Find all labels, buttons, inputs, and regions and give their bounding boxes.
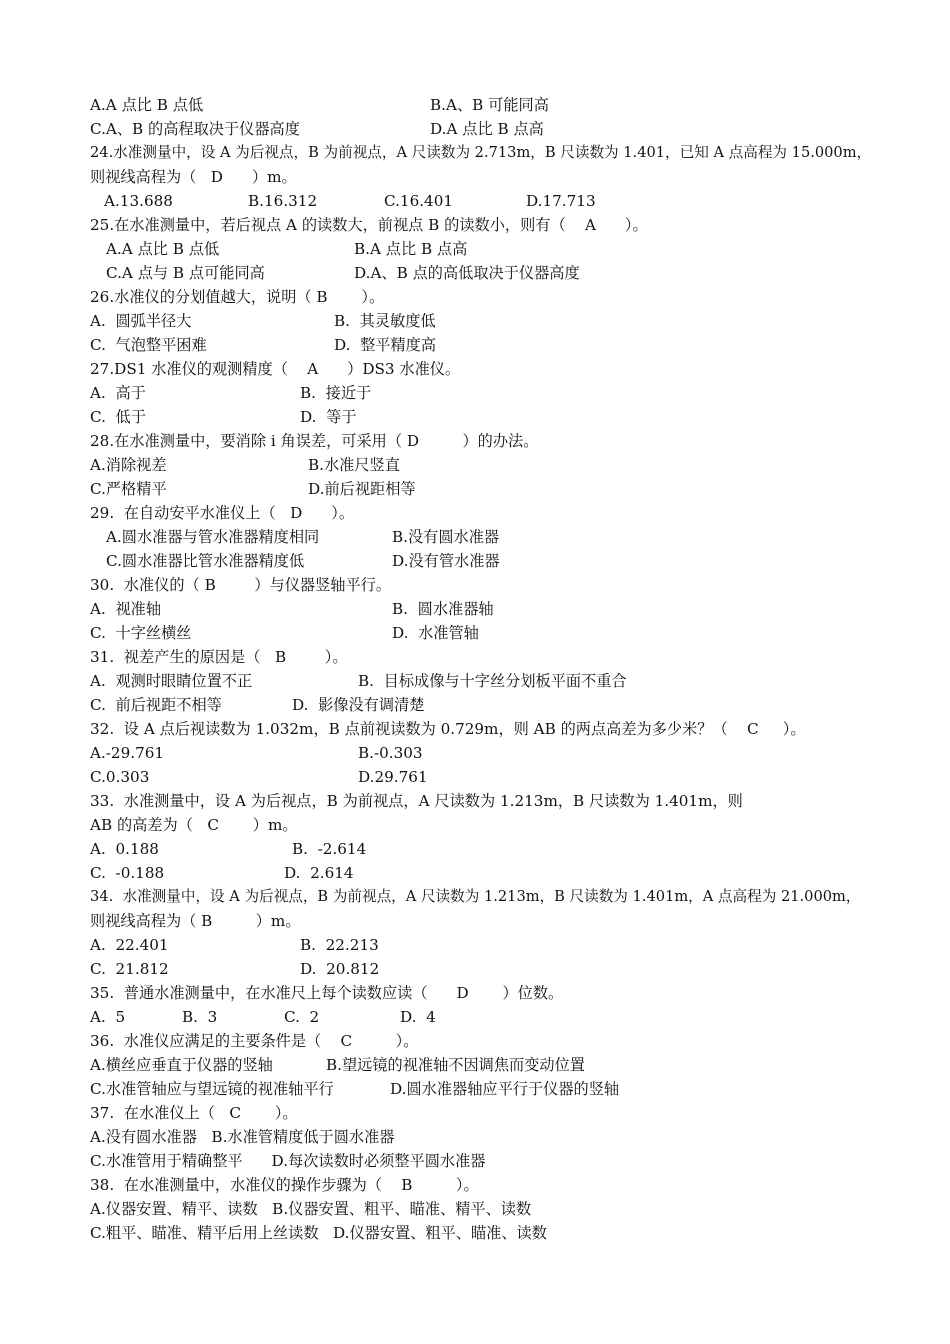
option-line: B. 圆水准器轴: [392, 600, 494, 618]
option-line: C. 低于: [90, 408, 146, 426]
option-line: C.水准管轴应与望远镜的视准轴平行: [90, 1080, 334, 1098]
question-35: 35. 普通水准测量中，在水准尺上每个读数应读（ D ）位数。: [90, 984, 564, 1002]
question-29: 29. 在自动安平水准仪上（ D ）。: [90, 504, 355, 522]
question-30: 30. 水准仪的（ B ）与仪器竖轴平行。: [90, 576, 392, 594]
option-line: A. 22.401: [90, 936, 169, 954]
question-28: 28.在水准测量中，要消除 i 角误差，可采用（ D ）的办法。: [90, 432, 539, 450]
question-34: 34. 水准测量中，设 A 为后视点，B 为前视点，A 尺读数为 1.213m，B 尺读数为 1.401m，A 点高程为 21.000m，: [90, 888, 861, 905]
option-line: A.A 点比 B 点低: [106, 240, 220, 258]
option-line: A.横丝应垂直于仪器的竖轴: [90, 1056, 273, 1074]
option-line: D.没有管水准器: [392, 552, 500, 570]
option-line: D.A、B 点的高低取决于仪器高度: [354, 264, 580, 282]
option-line: C.A 点与 B 点可能同高: [106, 264, 265, 282]
option-line: C.圆水准器比管水准器精度低: [106, 552, 305, 570]
option-line: A. 高于: [90, 384, 146, 402]
option-line: D.17.713: [526, 192, 596, 210]
option-line: B.A、B 可能同高: [430, 96, 549, 114]
question-26: 26.水准仪的分划值越大，说明（ B ）。: [90, 288, 385, 306]
option-line: B. 接近于: [300, 384, 372, 402]
option-line: B.水准尺竖直: [308, 456, 400, 474]
option-line: A. 观测时眼睛位置不正: [90, 672, 253, 690]
option-line: A. 视准轴: [90, 600, 162, 618]
option-line: C. 十字丝横丝: [90, 624, 192, 642]
option-line: B. 目标成像与十字丝分划板平面不重合: [358, 672, 627, 690]
option-line: B.望远镜的视准轴不因调焦而变动位置: [326, 1056, 585, 1074]
option-line: A.-29.761: [90, 744, 165, 762]
option-line: C.16.401: [384, 192, 454, 210]
option-line: D.29.761: [358, 768, 428, 786]
option-line: C. 前后视距不相等: [90, 696, 222, 714]
option-line: D. 影像没有调清楚: [292, 696, 425, 714]
question-31: 31. 视差产生的原因是（ B ）。: [90, 648, 348, 666]
option-line: C. 2: [284, 1008, 320, 1026]
option-line: B. -2.614: [292, 840, 367, 858]
option-line: A. 圆弧半径大: [90, 312, 192, 330]
option-line: D.A 点比 B 点高: [430, 120, 544, 138]
option-line: D. 等于: [300, 408, 357, 426]
option-line: C.水准管用于精确整平 D.每次读数时必须整平圆水准器: [90, 1152, 486, 1170]
question-34-cont: 则视线高程为（ B ）m。: [90, 912, 301, 930]
option-line: C. 气泡整平困难: [90, 336, 207, 354]
question-38: 38. 在水准测量中，水准仪的操作步骤为（ B ）。: [90, 1176, 479, 1194]
option-line: D. 水准管轴: [392, 624, 479, 642]
option-line: D.圆水准器轴应平行于仪器的竖轴: [390, 1080, 620, 1098]
option-line: B.16.312: [248, 192, 318, 210]
option-line: B. 22.213: [300, 936, 379, 954]
option-line: D.前后视距相等: [308, 480, 416, 498]
option-line: C. -0.188: [90, 864, 165, 882]
option-line: C.0.303: [90, 768, 150, 786]
option-line: B. 3: [182, 1008, 218, 1026]
option-line: A.13.688: [104, 192, 173, 210]
question-27: 27.DS1 水准仪的观测精度（ A ）DS3 水准仪。: [90, 360, 461, 378]
option-line: D. 整平精度高: [334, 336, 437, 354]
question-24-cont: 则视线高程为（ D ）m。: [90, 168, 297, 186]
option-line: D. 4: [400, 1008, 436, 1026]
question-37: 37. 在水准仪上（ C ）。: [90, 1104, 298, 1122]
option-line: C.严格精平: [90, 480, 167, 498]
option-line: A. 5: [90, 1008, 126, 1026]
option-line: A.消除视差: [90, 456, 167, 474]
question-33-cont: AB 的高差为（ C ）m。: [90, 816, 298, 834]
option-line: C. 21.812: [90, 960, 169, 978]
option-line: D. 2.614: [284, 864, 354, 882]
option-line: A. 0.188: [90, 840, 159, 858]
option-line: C.粗平、瞄准、精平后用上丝读数 D.仪器安置、粗平、瞄准、读数: [90, 1224, 547, 1242]
option-line: A.仪器安置、精平、读数 B.仪器安置、粗平、瞄准、精平、读数: [90, 1200, 532, 1218]
option-line: B.没有圆水准器: [392, 528, 500, 546]
question-36: 36. 水准仪应满足的主要条件是（ C ）。: [90, 1032, 419, 1050]
option-line: B.A 点比 B 点高: [354, 240, 468, 258]
option-line: D. 20.812: [300, 960, 380, 978]
question-24: 24.水准测量中，设 A 为后视点，B 为前视点，A 尺读数为 2.713m，B 尺读数为 1.401，已知 A 点高程为 15.000m，: [90, 144, 872, 161]
option-line: C.A、B 的高程取决于仪器高度: [90, 120, 300, 138]
option-line: B.-0.303: [358, 744, 423, 762]
option-line: A.圆水准器与管水准器精度相同: [106, 528, 320, 546]
question-25: 25.在水准测量中，若后视点 A 的读数大，前视点 B 的读数小，则有（ A ）。: [90, 216, 648, 234]
option-line: B. 其灵敏度低: [334, 312, 436, 330]
question-32: 32. 设 A 点后视读数为 1.032m，B 点前视读数为 0.729m，则 AB 的两点高差为多少米？（ C ）。: [90, 720, 806, 738]
option-line: A.A 点比 B 点低: [90, 96, 204, 114]
option-line: A.没有圆水准器 B.水准管精度低于圆水准器: [90, 1128, 395, 1146]
question-33: 33. 水准测量中，设 A 为后视点，B 为前视点，A 尺读数为 1.213m，B 尺读数为 1.401m，则: [90, 792, 743, 810]
